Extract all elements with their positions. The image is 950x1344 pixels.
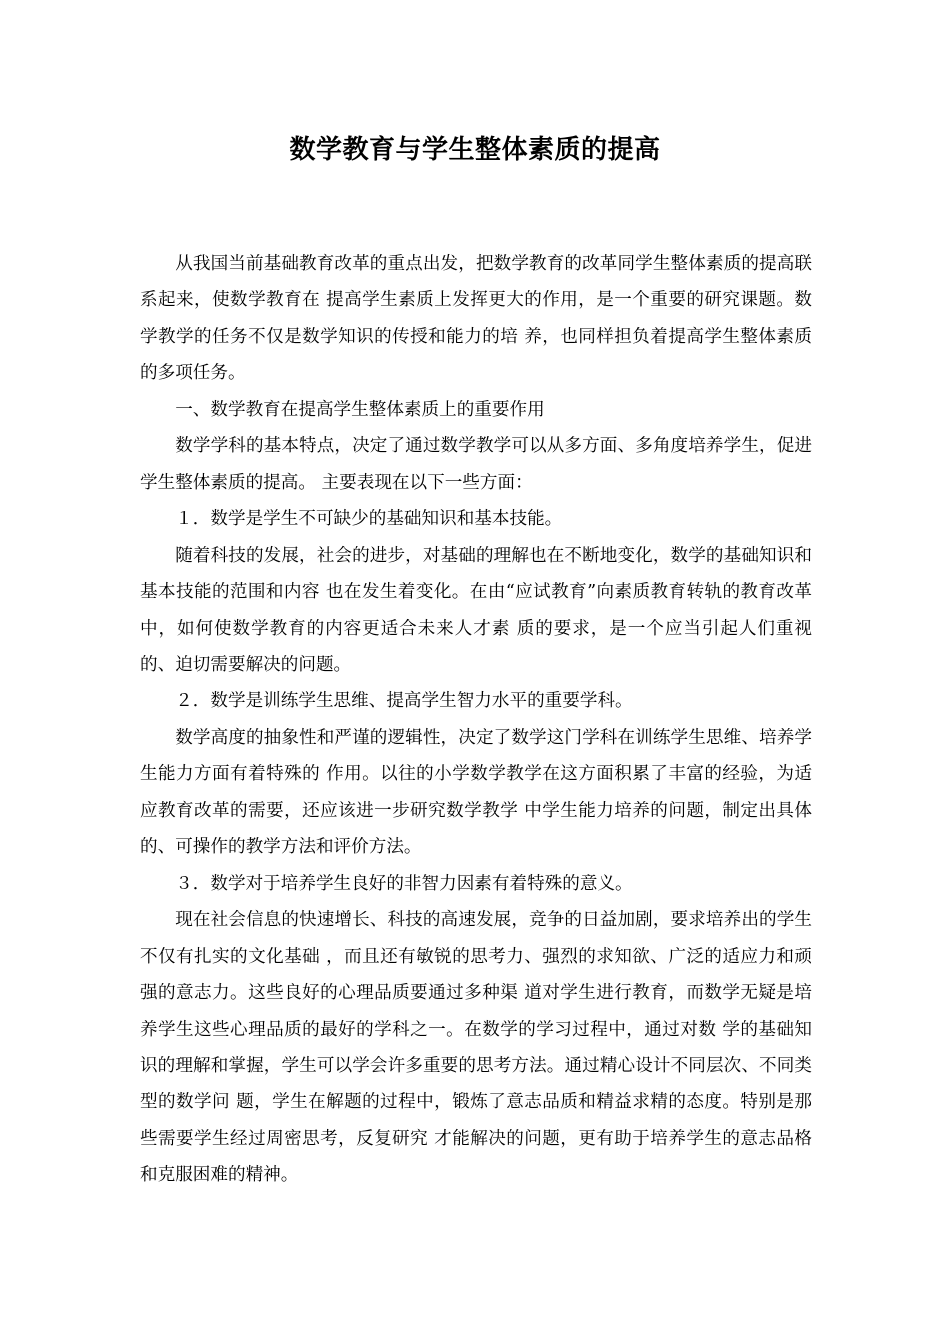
subheading-3: ３．数学对于培养学生良好的非智力因素有着特殊的意义。 xyxy=(175,873,633,894)
subheading-1: １．数学是学生不可缺少的基础知识和基本技能。 xyxy=(175,509,563,530)
document-body xyxy=(140,246,812,1194)
paragraph-3: 现在社会信息的快速增长、科技的高速发展，竞争的日益加剧，要求培养出的学生不仅有扎实的文化基础 ，而且还有敏锐的思考力、强烈的求知欲、广泛的适应力和顽强的意志力。这些良好的心理品质要通过多种渠 道对学生进行教育，而数学无疑是培养学生这些心理品质的最好的学科之一。在数学的学习过程中，通过对数 学的基础知识的理解和掌握，学生可以学会许多重要的思考方法。通过精心设计不同层次、不同类型的数学问 题，学生在解题的过程中，锻炼了意志品质和精益求精的态度。特别是那些需要学生经过周密思考，反复研究 才能解决的问题，更有助于培养学生的意志品格和克服困难的精神。 xyxy=(140,910,812,1186)
paragraph-2: 数学高度的抽象性和严谨的逻辑性，决定了数学这门学科在训练学生思维、培养学生能力方面有着特殊的 作用。以往的小学数学教学在这方面积累了丰富的经验，为适应教育改革的需要，还应该进一步研究数学教学 中学生能力培养的问题，制定出具体的、可操作的教学方法和评价方法。 xyxy=(140,727,812,858)
document-title: 数学教育与学生整体素质的提高 xyxy=(289,135,661,165)
paragraph-1: 随着科技的发展，社会的进步，对基础的理解也在不断地变化，数学的基础知识和基本技能的范围和内容 也在发生着变化。在由“应试教育”向素质教育转轨的教育改革中，如何使数学教育的内容更适合未来人才素 质的要求，是一个应当引起人们重视的、迫切需要解决的问题。 xyxy=(140,545,812,675)
subheading-2: ２．数学是训练学生思维、提高学生智力水平的重要学科。 xyxy=(175,691,633,712)
paragraph-overview: 数学学科的基本特点，决定了通过数学教学可以从多方面、多角度培养学生，促进学生整体素质的提高。 主要表现在以下一些方面： xyxy=(140,436,812,493)
paragraph-intro: 从我国当前基础教育改革的重点出发，把数学教育的改革同学生整体素质的提高联系起来，使数学教育在 提高学生素质上发挥更大的作用，是一个重要的研究课题。数学教学的任务不仅是数学知识的传授和能力的培 养，也同样担负着提高学生整体素质的多项任务。 xyxy=(140,254,812,384)
section-heading-1: 一、数学教育在提高学生整体素质上的重要作用 xyxy=(175,399,545,420)
